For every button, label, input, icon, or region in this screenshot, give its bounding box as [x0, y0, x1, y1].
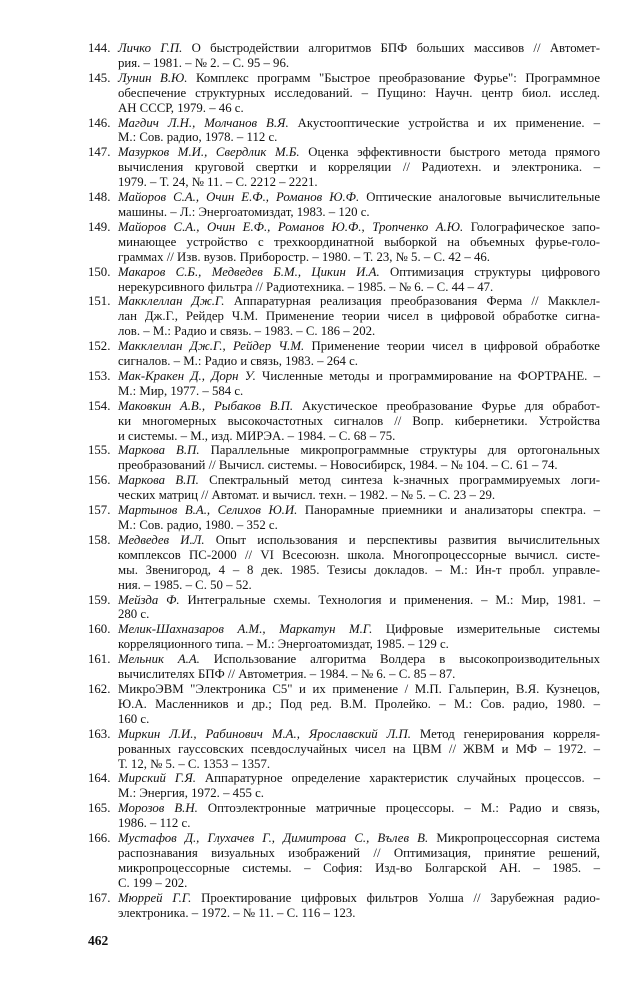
entry-line: [118, 116, 600, 131]
entry-line: [118, 399, 600, 414]
entry-text: 1986. – 112 с.: [118, 816, 191, 831]
entry-text: и системы. – М., изд. МИРЭА. – 1984. – С. 68 – 75.: [118, 428, 396, 443]
entry-line: [118, 727, 600, 742]
entry-line: [118, 578, 600, 593]
entry-number: 149.: [88, 219, 111, 234]
entry-number: 164.: [88, 771, 111, 786]
entry-line: [118, 250, 600, 265]
entry-text: вычислителях БПФ // Автометрия. – 1984. – № 6. – С. 85 – 87.: [118, 667, 456, 682]
entry-authors: Мирский Г.Я.: [118, 771, 196, 786]
bibliography-list: [88, 41, 600, 920]
entry-number: 150.: [88, 264, 111, 279]
entry-line: [118, 757, 600, 772]
entry-line: [118, 86, 600, 101]
entry-line: [118, 354, 600, 369]
entry-line: [118, 280, 600, 295]
entry-line: [118, 369, 600, 384]
entry-authors: Медведев И.Л.: [118, 532, 205, 547]
bib-entry: [88, 265, 600, 295]
entry-line: [118, 533, 600, 548]
entry-text: корреляционного типа. – М.: Энергоатомиздат, 1985. – 129 с.: [118, 637, 449, 652]
entry-text: ки многомерных высокочастотных сигналов // Вопр. кибернетики. Устройства: [118, 413, 600, 428]
entry-authors: Мелик-Шахназаров А.М., Маркатун М.Г.: [118, 622, 373, 637]
entry-text: МикроЭВМ "Электроника С5" и их применение / М.П. Гальперин, В.Я. Кузнецов,: [118, 681, 600, 696]
entry-number: 154.: [88, 398, 111, 413]
entry-line: [118, 265, 600, 280]
entry-authors: Майоров С.А., Очин Е.Ф., Романов Ю.Ф., Тропченко А.Ю.: [118, 219, 464, 234]
entry-text: М.: Сов. радио, 1980. – 352 с.: [118, 518, 278, 532]
entry-text: Аппаратурное определение характеристик случайных процессов. –: [204, 771, 600, 786]
entry-text: минающее устройство с трехкоординатной выборкой на объемных фурье-голо-: [118, 234, 600, 249]
entry-line: [118, 414, 600, 429]
entry-line: [118, 339, 600, 354]
bib-entry: [88, 622, 600, 652]
entry-text: Параллельные микропрограммные структуры для ортогональных: [210, 443, 601, 458]
bib-entry: [88, 682, 600, 727]
entry-line: [118, 220, 600, 235]
entry-number: 162.: [88, 681, 111, 696]
entry-text: Использование алгоритма Волдера в высокопроизводительных: [213, 652, 600, 667]
entry-number: 146.: [88, 115, 111, 130]
entry-text: вычисления круговой свертки и корреляции // Радиотехн. и электроника. –: [118, 160, 600, 175]
entry-authors: Макклеллан Дж.Г., Рейдер Ч.М.: [118, 339, 305, 354]
entry-authors: Мустафов Д., Глухачев Г., Димитрова С., Вълев В.: [118, 831, 429, 846]
bib-entry: [88, 473, 600, 503]
entry-line: [118, 458, 600, 473]
entry-line: [118, 548, 600, 563]
entry-number: 160.: [88, 622, 111, 637]
entry-text: Т. 12, № 5. – С. 1353 – 1357.: [118, 756, 271, 771]
entry-line: [118, 429, 600, 444]
entry-line: [118, 652, 600, 667]
entry-authors: Мейзда Ф.: [118, 592, 180, 607]
entry-text: 1979. – Т. 24, № 11. – С. 2212 – 2221.: [118, 175, 318, 190]
entry-text: АН СССР, 1979. – 46 с.: [118, 100, 244, 115]
entry-line: [118, 190, 600, 205]
entry-line: [118, 503, 600, 518]
entry-line: [118, 682, 600, 697]
entry-line: [118, 801, 600, 816]
entry-authors: Лунин В.Ю.: [118, 70, 188, 85]
entry-text: обеспечение структурных исследований. – Пущино: Научн. центр биол. исслед.: [118, 85, 600, 100]
entry-line: [118, 742, 600, 757]
entry-line: [118, 831, 600, 846]
bib-entry: [88, 652, 600, 682]
entry-number: 157.: [88, 503, 111, 518]
entry-text: О быстродействии алгоритмов БПФ больших массивов // Автомет-: [191, 41, 600, 55]
entry-line: [118, 697, 600, 712]
entry-text: Применение теории чисел в цифровой обработке: [311, 339, 600, 354]
entry-text: рованных гауссовских псевдослучайных чисел на ЦВМ // ЖВМ и МФ – 1972. –: [118, 741, 600, 756]
entry-line: [118, 235, 600, 250]
entry-line: [118, 846, 600, 861]
entry-line: [118, 324, 600, 339]
entry-text: лов. – М.: Радио и связь. – 1983. – С. 186 – 202.: [118, 324, 376, 339]
entry-authors: Мазурков М.И., Свердлик М.Б.: [118, 145, 300, 160]
bib-entry: [88, 533, 600, 593]
entry-number: 167.: [88, 890, 111, 905]
entry-line: [118, 443, 600, 458]
entry-authors: Мюррей Г.Г.: [118, 890, 192, 905]
entry-number: 144.: [88, 41, 111, 55]
entry-authors: Морозов В.Н.: [118, 801, 198, 816]
bib-entry: [88, 727, 600, 772]
entry-text: Метод генерирования корреля-: [419, 726, 601, 741]
entry-number: 148.: [88, 190, 111, 205]
entry-line: [118, 667, 600, 682]
entry-line: [118, 637, 600, 652]
entry-text: Цифровые измерительные системы: [385, 622, 600, 637]
entry-text: Аппаратурная реализация преобразования Ферма // Макклел-: [233, 294, 601, 309]
bib-entry: [88, 443, 600, 473]
bib-entry: [88, 116, 600, 146]
entry-number: 159.: [88, 592, 111, 607]
bib-entry: [88, 190, 600, 220]
entry-line: [118, 622, 600, 637]
entry-authors: Маковкин А.В., Рыбаков В.П.: [118, 398, 294, 413]
bib-entry: [88, 71, 600, 116]
entry-text: ния. – 1985. – С. 50 – 52.: [118, 577, 252, 592]
bib-entry: [88, 339, 600, 369]
bib-entry: [88, 771, 600, 801]
entry-line: [118, 205, 600, 220]
bib-entry: [88, 593, 600, 623]
entry-text: лан Дж.Г., Рейдер Ч.М. Применение теории чисел в цифровой обработке сигна-: [118, 309, 600, 324]
entry-line: [118, 712, 600, 727]
entry-text: Оптимизация структуры цифрового: [390, 264, 600, 279]
entry-text: распознавания визуальных изображений // Оптимизация, принятие решений,: [118, 845, 600, 860]
entry-line: [118, 906, 600, 921]
entry-text: Опыт использования и перспективы развития вычислительных: [215, 532, 601, 547]
bib-entry: [88, 220, 600, 265]
bib-entry: [88, 831, 600, 891]
entry-number: 158.: [88, 532, 111, 547]
page-number: 462: [88, 933, 109, 948]
entry-authors: Мартынов В.А., Селихов Ю.И.: [118, 503, 298, 518]
entry-authors: Макклеллан Дж.Г.: [118, 294, 225, 309]
entry-authors: Магдич Л.Н., Молчанов В.Я.: [118, 115, 289, 130]
entry-text: 280 с.: [118, 607, 150, 622]
entry-text: Акустооптические устройства и их применение. –: [297, 115, 601, 130]
entry-line: [118, 309, 600, 324]
bib-entry: [88, 369, 600, 399]
entry-text: Панорамные приемники и анализаторы спектра. –: [304, 503, 600, 518]
entry-authors: Миркин Л.И., Рабинович М.А., Ярославский Л.П.: [118, 726, 411, 741]
entry-line: [118, 71, 600, 86]
entry-text: ческих матриц // Автомат. и вычисл. техн. – 1982. – № 5. – С. 23 – 29.: [118, 488, 496, 503]
entry-line: [118, 145, 600, 160]
bib-entry: [88, 891, 600, 921]
entry-line: [118, 384, 600, 399]
entry-text: М.: Энергия, 1972. – 455 с.: [118, 786, 264, 801]
entry-line: [118, 101, 600, 116]
entry-authors: Личко Г.П.: [118, 41, 183, 55]
entry-text: Голографическое запо-: [470, 219, 600, 234]
entry-text: сигналов. – М.: Радио и связь, 1983. – 264 с.: [118, 354, 358, 369]
entry-line: [118, 607, 600, 622]
entry-number: 161.: [88, 652, 111, 667]
entry-authors: Мельник А.А.: [118, 652, 200, 667]
entry-text: Микропроцессорная система: [436, 831, 600, 846]
entry-line: [118, 160, 600, 175]
entry-text: Оптические аналоговые вычислительные: [366, 190, 600, 205]
entry-text: комплексов ПС-2000 // VI Всесоюзн. школа. Многопроцессорные вычисл. систе-: [118, 547, 600, 562]
entry-line: [118, 41, 600, 56]
entry-line: [118, 518, 600, 533]
entry-text: М.: Мир, 1977. – 584 с.: [118, 383, 244, 398]
entry-text: Спектральный метод синтеза k-значных программируемых логи-: [209, 473, 600, 488]
entry-line: [118, 563, 600, 578]
entry-text: М.: Сов. радио, 1978. – 112 с.: [118, 130, 278, 145]
entry-line: [118, 786, 600, 801]
entry-text: Комплекс программ "Быстрое преобразование Фурье": Программное: [196, 70, 601, 85]
entry-text: мы. Звенигород, 4 – 8 дек. 1985. Тезисы докладов. – М.: Ин-т пробл. управле-: [118, 562, 600, 577]
bib-entry: [88, 801, 600, 831]
entry-text: Ю.А. Масленников и др.; Под ред. В.М. Пролейко. – М.: Сов. радио, 1980. –: [118, 696, 600, 711]
entry-number: 163.: [88, 726, 111, 741]
bib-entry: [88, 145, 600, 190]
entry-text: преобразований // Вычисл. системы. – Новосибирск, 1984. – № 104. – С. 61 – 74.: [118, 458, 558, 473]
entry-text: электроника. – 1972. – № 11. – С. 116 – 123.: [118, 905, 356, 920]
entry-authors: Майоров С.А., Очин Е.Ф., Романов Ю.Ф.: [118, 190, 360, 205]
entry-number: 153.: [88, 368, 111, 383]
entry-line: [118, 593, 600, 608]
entry-number: 151.: [88, 294, 111, 309]
entry-number: 152.: [88, 339, 111, 354]
entry-line: [118, 816, 600, 831]
entry-authors: Маркова В.П.: [118, 473, 199, 488]
entry-number: 165.: [88, 801, 111, 816]
entry-number: 156.: [88, 473, 111, 488]
entry-text: микропроцессорные системы. – София: Изд-во Болгарской АН. – 1985. –: [118, 860, 600, 875]
entry-line: [118, 56, 600, 71]
entry-line: [118, 294, 600, 309]
entry-line: [118, 861, 600, 876]
entry-text: машины. – Л.: Энергоатомиздат, 1983. – 120 с.: [118, 204, 370, 219]
entry-authors: Мак-Кракен Д., Дорн У.: [118, 368, 256, 383]
entry-text: Оптоэлектронные матричные процессоры. – М.: Радио и связь,: [207, 801, 600, 816]
entry-text: Проектирование цифровых фильтров Уолша // Зарубежная радио-: [201, 890, 600, 905]
entry-authors: Макаров С.Б., Медведев Б.М., Цикин И.А.: [118, 264, 380, 279]
entry-line: [118, 876, 600, 891]
bib-entry: [88, 41, 600, 71]
entry-text: 160 с.: [118, 711, 150, 726]
bib-entry: [88, 503, 600, 533]
entry-text: Интегральные схемы. Технология и применения. – М.: Мир, 1981. –: [187, 592, 600, 607]
bib-entry: [88, 294, 600, 339]
entry-line: [118, 130, 600, 145]
entry-line: [118, 771, 600, 786]
entry-line: [118, 175, 600, 190]
entry-line: [118, 891, 600, 906]
entry-text: Акустическое преобразование Фурье для обработ-: [301, 398, 600, 413]
entry-line: [118, 473, 600, 488]
entry-text: граммах // Изв. вузов. Приборостр. – 1980. – Т. 23, № 5. – С. 42 – 46.: [118, 249, 490, 264]
entry-number: 155.: [88, 443, 111, 458]
entry-number: 145.: [88, 70, 111, 85]
entry-number: 166.: [88, 831, 111, 846]
bib-entry: [88, 399, 600, 444]
entry-authors: Маркова В.П.: [118, 443, 200, 458]
entry-text: С. 199 – 202.: [118, 875, 188, 890]
entry-text: Оценка эффективности быстрого метода прямого: [308, 145, 600, 160]
entry-line: [118, 488, 600, 503]
entry-number: 147.: [88, 145, 111, 160]
entry-text: рия. – 1981. – № 2. – С. 95 – 96.: [118, 55, 290, 70]
entry-text: Численные методы и программирование на ФОРТРАНЕ. –: [262, 368, 601, 383]
entry-text: нерекурсивного фильтра // Радиотехника. – 1985. – № 6. – С. 44 – 47.: [118, 279, 494, 294]
